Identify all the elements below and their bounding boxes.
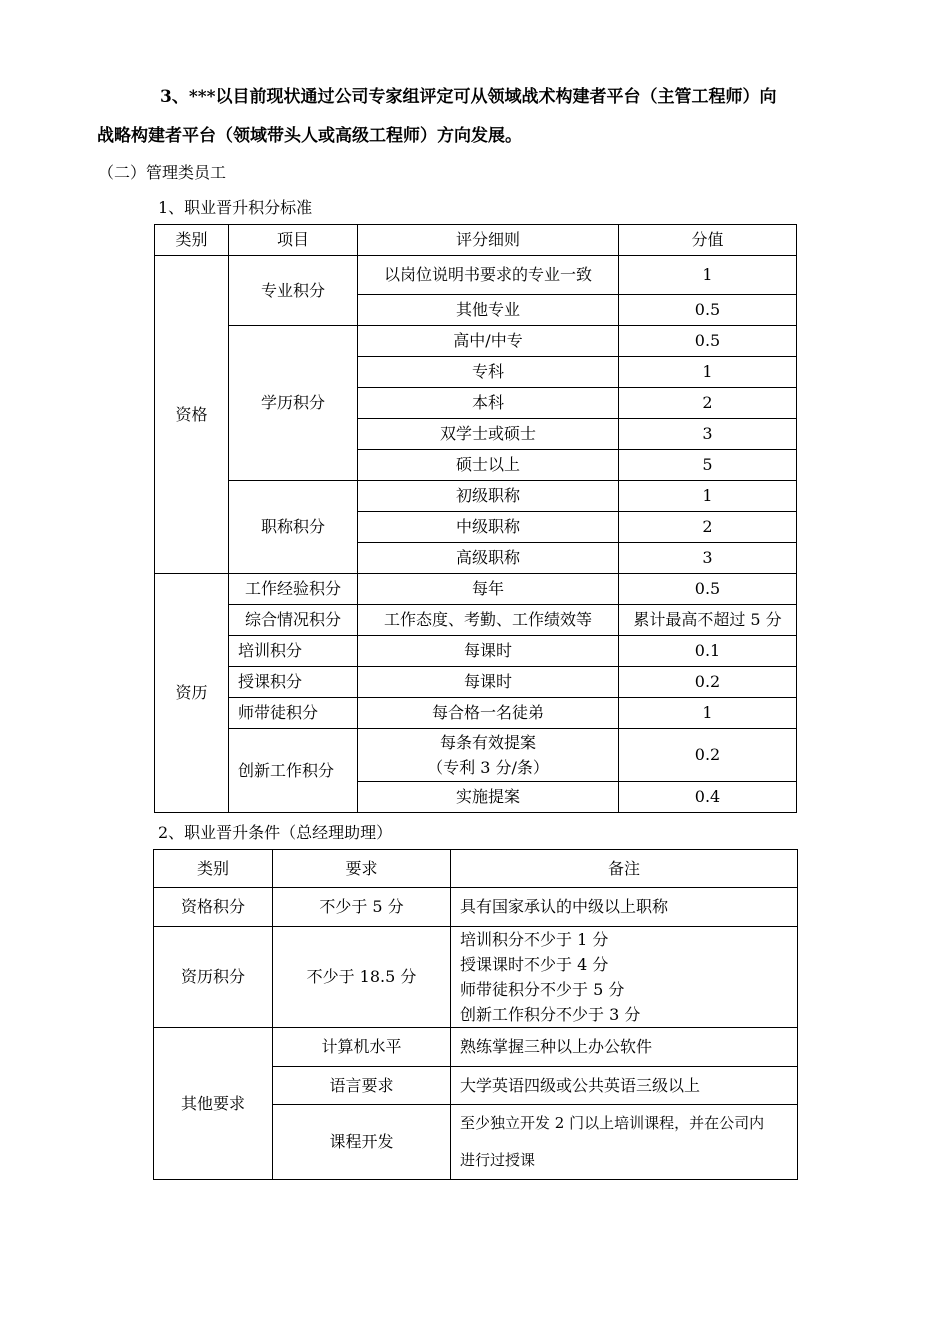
requirement-cell: 不少于 18.5 分: [273, 927, 451, 1028]
category-other: 其他要求: [154, 1028, 273, 1180]
score-cell: 3: [619, 543, 797, 574]
detail-cell: 双学士或硕士: [358, 419, 619, 450]
score-cell: 0.5: [619, 295, 797, 326]
table-row: [154, 927, 798, 1028]
table-row: [155, 605, 797, 636]
detail-line: （专利 3 分/条）: [427, 758, 549, 777]
table-header-row: [154, 850, 798, 888]
score-cell: 5: [619, 450, 797, 481]
header-item: 项目: [229, 225, 358, 256]
category-cell: 资历积分: [154, 927, 273, 1028]
table-row: [155, 574, 797, 605]
table1-caption: 1、职业晋升积分标准: [158, 198, 313, 217]
item-innovation: 创新工作积分: [229, 729, 358, 813]
note-line: 培训积分不少于 1 分: [460, 930, 609, 949]
item-teaching: 授课积分: [229, 667, 358, 698]
note-line: 至少独立开发 2 门以上培训课程，并在公司内: [460, 1114, 765, 1132]
score-cell: 2: [619, 512, 797, 543]
table-header-row: [155, 225, 797, 256]
detail-cell: 本科: [358, 388, 619, 419]
detail-cell: 每合格一名徒弟: [358, 698, 619, 729]
detail-cell: 每课时: [358, 636, 619, 667]
item-overall: 综合情况积分: [229, 605, 358, 636]
score-cell: 0.5: [619, 574, 797, 605]
item-major: 专业积分: [229, 256, 358, 326]
requirement-cell: 不少于 5 分: [273, 888, 451, 927]
note-cell: 大学英语四级或公共英语三级以上: [451, 1067, 798, 1105]
score-cell: 0.1: [619, 636, 797, 667]
requirement-cell: 课程开发: [273, 1105, 451, 1180]
item-training: 培训积分: [229, 636, 358, 667]
detail-cell: 高级职称: [358, 543, 619, 574]
note-cell: 具有国家承认的中级以上职称: [451, 888, 798, 927]
score-cell: 0.5: [619, 326, 797, 357]
note-line: 进行过授课: [460, 1151, 536, 1169]
category-cell: 资格积分: [154, 888, 273, 927]
note-cell: [451, 927, 798, 1028]
note-cell: 熟练掌握三种以上办公软件: [451, 1028, 798, 1067]
detail-cell: 每课时: [358, 667, 619, 698]
detail-cell: 中级职称: [358, 512, 619, 543]
table2-caption: 2、职业晋升条件（总经理助理）: [158, 823, 393, 842]
table-row: [155, 326, 797, 357]
score-cell: 1: [619, 256, 797, 295]
detail-cell: 实施提案: [358, 782, 619, 813]
detail-cell: 以岗位说明书要求的专业一致: [358, 256, 619, 295]
score-cell: 1: [619, 481, 797, 512]
table-row: [155, 256, 797, 295]
section-heading: （二）管理类员工: [98, 163, 227, 182]
item-mentoring: 师带徒积分: [229, 698, 358, 729]
intro-line-1: 3、***以目前现状通过公司专家组评定可从领域战术构建者平台（主管工程师）向: [160, 87, 777, 107]
item-title: 职称积分: [229, 481, 358, 574]
header-detail: 评分细则: [358, 225, 619, 256]
promotion-conditions-table: [153, 849, 798, 1180]
score-cell: 3: [619, 419, 797, 450]
category-qualification: 资格: [155, 256, 229, 574]
table-row: [155, 481, 797, 512]
detail-cell: 硕士以上: [358, 450, 619, 481]
header-note: 备注: [451, 850, 798, 888]
intro-line-2: 战略构建者平台（领域带头人或高级工程师）方向发展。: [97, 126, 522, 146]
score-cell: 1: [619, 698, 797, 729]
detail-cell: 工作态度、考勤、工作绩效等: [358, 605, 619, 636]
table-row: [154, 1028, 798, 1067]
score-standard-table: [154, 224, 797, 813]
detail-cell: 其他专业: [358, 295, 619, 326]
requirement-cell: 计算机水平: [273, 1028, 451, 1067]
requirement-cell: 语言要求: [273, 1067, 451, 1105]
score-cell: 1: [619, 357, 797, 388]
detail-cell: 专科: [358, 357, 619, 388]
note-line: 创新工作积分不少于 3 分: [460, 1005, 641, 1024]
detail-cell: 高中/中专: [358, 326, 619, 357]
score-cell: 2: [619, 388, 797, 419]
header-category: 类别: [154, 850, 273, 888]
table-row: [155, 698, 797, 729]
score-cell: 累计最高不超过 5 分: [619, 605, 797, 636]
note-line: 授课课时不少于 4 分: [460, 955, 609, 974]
score-cell: 0.2: [619, 729, 797, 782]
note-cell: [451, 1105, 798, 1180]
header-category: 类别: [155, 225, 229, 256]
table-row: [155, 729, 797, 782]
detail-cell: [358, 729, 619, 782]
item-work-exp: 工作经验积分: [229, 574, 358, 605]
score-cell: 0.2: [619, 667, 797, 698]
detail-cell: 每年: [358, 574, 619, 605]
table-row: [155, 636, 797, 667]
header-score: 分值: [619, 225, 797, 256]
category-experience: 资历: [155, 574, 229, 813]
table-row: [155, 667, 797, 698]
note-line: 师带徒积分不少于 5 分: [460, 980, 625, 999]
detail-line: 每条有效提案: [439, 733, 536, 752]
header-requirement: 要求: [273, 850, 451, 888]
score-cell: 0.4: [619, 782, 797, 813]
table-row: [154, 888, 798, 927]
item-education: 学历积分: [229, 326, 358, 481]
detail-cell: 初级职称: [358, 481, 619, 512]
